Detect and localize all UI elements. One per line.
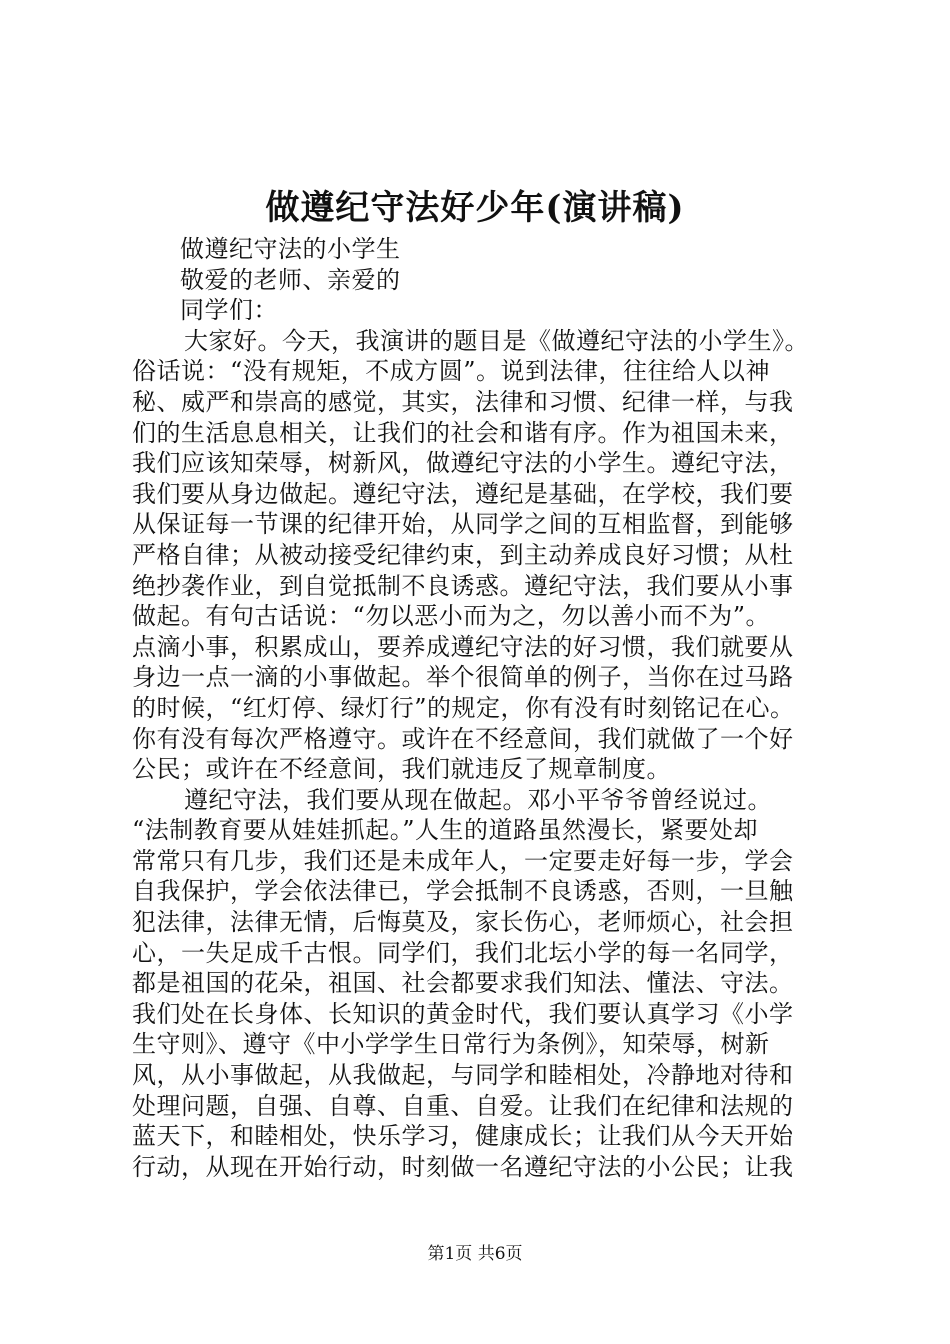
text-line: 处理问题，自强、自尊、自重、自爱。让我们在纪律和法规的 (132, 1091, 794, 1120)
text-line: 点滴小事，积累成山，要养成遵纪守法的好习惯，我们就要从 (132, 632, 794, 661)
text-line: 俗话说：“没有规矩，不成方圆”。说到法律，往往给人以神 (132, 357, 771, 386)
text-line: 的时候，“红灯停、绿灯行”的规定，你有没有时刻铭记在心。 (132, 693, 795, 722)
text-line: 公民；或许在不经意间，我们就违反了规章制度。 (132, 755, 671, 784)
text-line: 我们要从身边做起。遵纪守法，遵纪是基础，在学校，我们要 (132, 479, 794, 508)
document-body (132, 234, 832, 1182)
text-line: 你有没有每次严格遵守。或许在不经意间，我们就做了一个好 (132, 724, 794, 753)
text-line: 同学们： (180, 296, 278, 325)
text-line: 行动，从现在开始行动，时刻做一名遵纪守法的小公民；让我 (132, 1152, 794, 1181)
text-line: 风，从小事做起，从我做起，与同学和睦相处，冷静地对待和 (132, 1061, 794, 1090)
document-title: 做遵纪守法好少年(演讲稿) (265, 188, 685, 228)
text-line: 们的生活息息相关，让我们的社会和谐有序。作为祖国未来， (132, 418, 794, 447)
text-line: 敬爱的老师、亲爱的 (180, 265, 401, 294)
text-line: 心，一失足成千古恨。同学们，我们北坛小学的每一名同学， (132, 938, 794, 967)
text-line: 生守则》、遵守《中小学学生日常行为条例》，知荣辱，树新 (132, 1030, 770, 1059)
text-line: 身边一点一滴的小事做起。举个很简单的例子，当你在过马路 (132, 663, 794, 692)
text-line: 常常只有几步，我们还是未成年人，一定要走好每一步，学会 (132, 846, 794, 875)
page-footer: 第1页 共6页 (427, 1244, 523, 1264)
text-line: 做遵纪守法的小学生 (180, 235, 401, 263)
text-line: 犯法律，法律无情，后悔莫及，家长伤心，老师烦心，社会担 (132, 908, 794, 937)
text-line: 秘、威严和崇高的感觉，其实，法律和习惯、纪律一样，与我 (132, 387, 794, 416)
text-line: 我们应该知荣辱，树新风，做遵纪守法的小学生。遵纪守法， (132, 449, 794, 478)
text-line: 蓝天下，和睦相处，快乐学习，健康成长；让我们从今天开始 (132, 1122, 794, 1151)
text-line: 严格自律；从被动接受纪律约束，到主动养成良好习惯；从杜 (132, 540, 794, 569)
text-line: 从保证每一节课的纪律开始，从同学之间的互相监督，到能够 (132, 510, 794, 539)
text-line: 绝抄袭作业，到自觉抵制不良诱惑。遵纪守法，我们要从小事 (132, 571, 794, 600)
paragraph-start-line: 遵纪守法，我们要从现在做起。邓小平爷爷曾经说过。 (184, 785, 772, 814)
text-line: 做起。有句古话说：“勿以恶小而为之，勿以善小而不为”。 (132, 602, 771, 631)
text-line: “法制教育要从娃娃抓起。”人生的道路虽然漫长，紧要处却 (132, 816, 759, 845)
text-line: 自我保护，学会依法律已，学会抵制不良诱惑，否则，一旦触 (132, 877, 794, 906)
text-line: 都是祖国的花朵，祖国、社会都要求我们知法、懂法、守法。 (132, 969, 794, 998)
paragraph-start-line: 大家好。今天，我演讲的题目是《做遵纪守法的小学生》。 (184, 326, 809, 355)
text-line: 我们处在长身体、长知识的黄金时代，我们要认真学习《小学 (132, 999, 794, 1028)
